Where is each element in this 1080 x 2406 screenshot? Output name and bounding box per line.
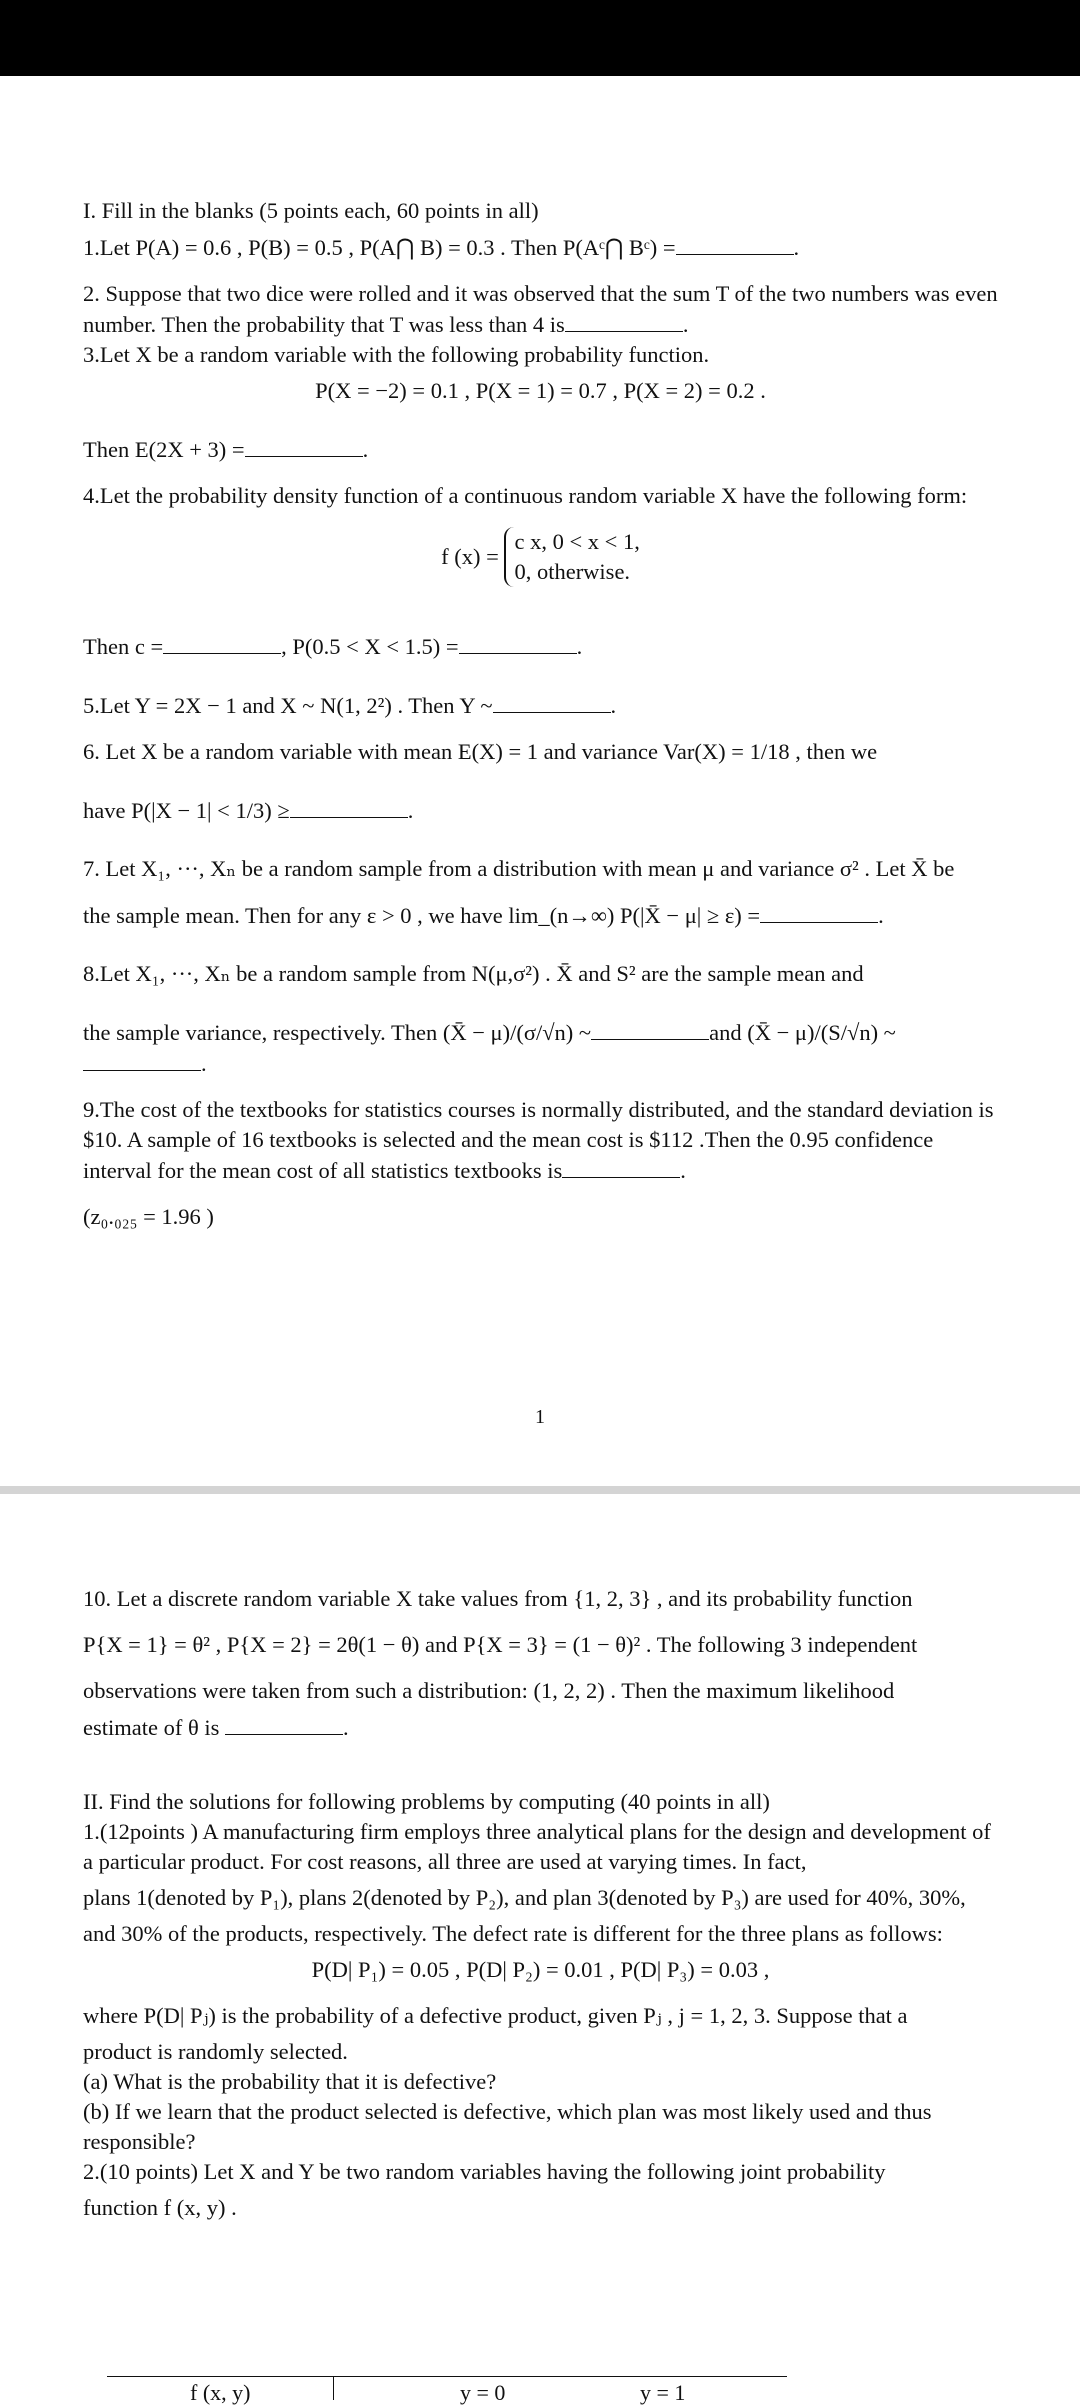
document-page-1 <box>0 76 1080 1486</box>
question-1 <box>83 232 998 263</box>
document-page-2 <box>0 1494 1080 2405</box>
question-5 <box>83 690 998 721</box>
table-column-divider <box>333 2376 334 2400</box>
answer-blank <box>225 1712 343 1735</box>
problem-2-line2: function f (x, y) . <box>83 2195 237 2220</box>
question-3-text: 3.Let X be a random variable with the following probability function. <box>83 342 710 367</box>
page-separator <box>0 1486 1080 1494</box>
question-8-line2-text: the sample variance, respectively. Then (X̄ − μ)/(σ/√n) ~ <box>83 1020 592 1045</box>
question-4-end: . <box>576 634 583 659</box>
problem-1-line5: product is randomly selected. <box>83 2039 348 2064</box>
problem-1-formula: P(D| P₁) = 0.05 , P(D| P₂) = 0.01 , P(D| P₃) = 0.03 , <box>311 1957 770 1982</box>
answer-blank <box>290 795 408 818</box>
question-4-mid: , P(0.5 < X < 1.5) = <box>281 634 459 659</box>
answer-blank <box>760 900 878 923</box>
question-10-line1: 10. Let a discrete random variable X take values from {1, 2, 3} , and its probability function <box>83 1586 913 1611</box>
problem-1-line2: plans 1(denoted by P₁), plans 2(denoted by P₂), and plan 3(denoted by P₃) are used for 40%, 30%, <box>83 1885 966 1910</box>
page-2-content <box>83 1584 998 2223</box>
problem-1-line4: where P(D| Pⱼ) is the probability of a defective product, given Pⱼ , j = 1, 2, 3. Suppose that a <box>83 2003 908 2028</box>
section-1-heading: I. Fill in the blanks (5 points each, 60 points in all) <box>83 198 539 223</box>
question-10-line4 <box>83 1712 998 1743</box>
answer-blank <box>245 434 363 457</box>
table-top-rule <box>107 2376 787 2377</box>
question-7-line2-text: the sample mean. Then for any ε > 0 , we have lim_(n→∞) P(|X̄ − μ| ≥ ε) = <box>83 903 761 928</box>
answer-blank <box>459 631 577 654</box>
answer-blank <box>83 1048 201 1071</box>
question-7-text: 7. Let X₁, ···, Xₙ be a random sample from a distribution with mean μ and variance σ² . Let X̄ be <box>83 856 955 881</box>
question-1-end: . <box>793 235 800 260</box>
question-8-line2 <box>83 1017 998 1079</box>
status-bar <box>0 0 1080 76</box>
question-3-then <box>83 434 998 465</box>
question-2-text: 2. Suppose that two dice were rolled and it was observed that the sum T of the two numbers was even number. Then the probability that T was less than 4 is <box>83 281 998 337</box>
density-case-2: 0, otherwise. <box>514 559 631 584</box>
answer-blank <box>676 232 794 255</box>
answer-blank <box>493 690 611 713</box>
question-7-end: . <box>878 903 884 928</box>
question-3-then-text: Then E(2X + 3) = <box>83 437 245 462</box>
question-10-line2: P{X = 1} = θ² , P{X = 2} = 2θ(1 − θ) and P{X = 3} = (1 − θ)² . The following 3 independent <box>83 1632 918 1657</box>
answer-blank <box>562 1155 680 1178</box>
question-9 <box>83 1095 998 1186</box>
problem-1-question-a: (a) What is the probability that it is defective? <box>83 2069 497 2094</box>
density-cases <box>504 527 639 587</box>
question-9-note: (z₀.₀₂₅ = 1.96 ) <box>83 1204 214 1229</box>
question-10-line4-text: estimate of θ is <box>83 1715 220 1740</box>
page-1-content <box>83 196 998 1232</box>
table-header-y1: y = 1 <box>640 2380 686 2405</box>
question-5-text: 5.Let Y = 2X − 1 and X ~ N(1, 2²) . Then Y ~ <box>83 693 493 718</box>
problem-1-line3: and 30% of the products, respectively. The defect rate is different for the three plans as follows: <box>83 1921 943 1946</box>
question-2-end: . <box>682 312 689 337</box>
answer-blank <box>565 309 683 332</box>
problem-2-text: 2.(10 points) Let X and Y be two random variables having the following joint probability <box>83 2159 886 2184</box>
question-10-line3: observations were taken from such a distribution: (1, 2, 2) . Then the maximum likelihood <box>83 1678 895 1703</box>
question-8-mid: and (X̄ − μ)/(S/√n) ~ <box>709 1020 896 1045</box>
question-6-line2-text: have P(|X − 1| < 1/3) ≥ <box>83 798 290 823</box>
question-6-text: 6. Let X be a random variable with mean E(X) = 1 and variance Var(X) = 1/18 , then we <box>83 739 878 764</box>
question-4-density <box>83 527 998 587</box>
question-4-text: 4.Let the probability density function of a continuous random variable X have the following form: <box>83 483 968 508</box>
question-6-end: . <box>407 798 414 823</box>
question-5-end: . <box>610 693 617 718</box>
problem-1-text: 1.(12points ) A manufacturing firm employs three analytical plans for the design and development of a particular product. For cost reasons, all three are used at varying times. In fact, <box>83 1819 991 1874</box>
question-6-line2 <box>83 795 998 826</box>
question-2 <box>83 279 998 340</box>
answer-blank <box>591 1017 709 1040</box>
question-3-end: . <box>362 437 369 462</box>
question-9-text: 9.The cost of the textbooks for statistics courses is normally distributed, and the standard deviation is $10. A sample of 16 textbooks is selected and the mean cost is $112 .Then the 0.95 confidence interval for the mean cost of all statistics textbooks is <box>83 1097 994 1183</box>
table-header-fxy: f (x, y) <box>190 2380 251 2405</box>
density-case-1: c x, 0 < x < 1, <box>514 529 640 554</box>
question-4-then-text: Then c = <box>83 634 164 659</box>
question-10-end: . <box>343 1715 349 1740</box>
table-header-y0: y = 0 <box>460 2380 506 2405</box>
question-4-then <box>83 631 998 662</box>
density-lhs: f (x) = <box>441 544 499 569</box>
question-8-end: . <box>201 1051 207 1076</box>
section-2-heading: II. Find the solutions for following problems by computing (40 points in all) <box>83 1789 770 1814</box>
question-7-line2 <box>83 900 998 931</box>
question-8-text: 8.Let X₁, ···, Xₙ be a random sample from N(μ,σ²) . X̄ and S² are the sample mean and <box>83 961 864 986</box>
problem-1-question-b: (b) If we learn that the product selected is defective, which plan was most likely used and thus responsible? <box>83 2099 932 2154</box>
page-number: 1 <box>535 1406 545 1428</box>
question-9-end: . <box>680 1158 686 1183</box>
answer-blank <box>163 631 281 654</box>
question-3-formula: P(X = −2) = 0.1 , P(X = 1) = 0.7 , P(X = 2) = 0.2 . <box>315 378 766 403</box>
question-1-text: 1.Let P(A) = 0.6 , P(B) = 0.5 , P(A⋂ B) = 0.3 . Then P(Aᶜ⋂ Bᶜ) = <box>83 235 676 260</box>
